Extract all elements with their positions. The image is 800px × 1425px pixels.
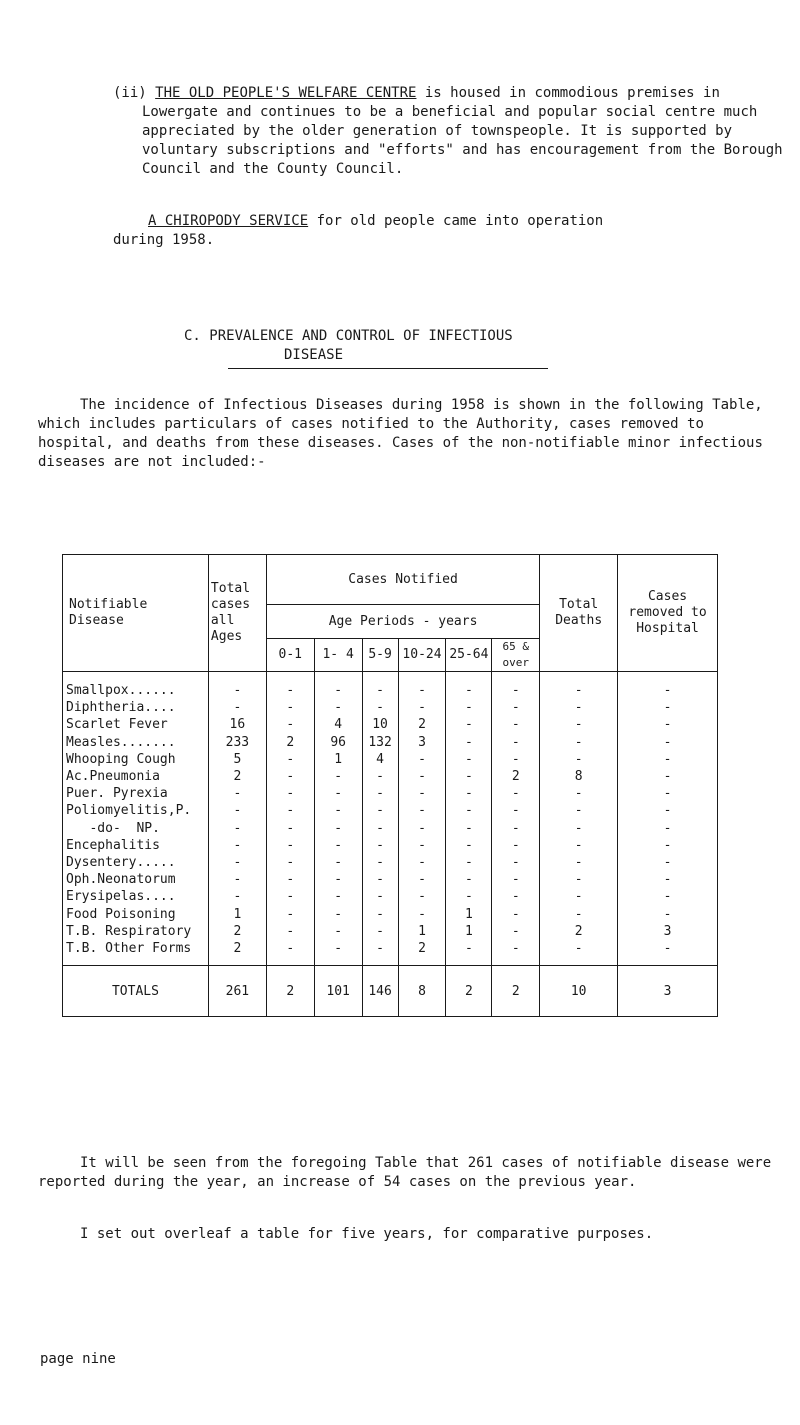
disease-name: Erysipelas....	[63, 888, 209, 905]
table-cell: 4	[362, 751, 398, 768]
table-cell: 3	[398, 734, 446, 751]
table-cell: -	[208, 837, 266, 854]
table-cell: -	[398, 871, 446, 888]
table-cell: -	[314, 785, 362, 802]
table-cell: -	[362, 768, 398, 785]
table-cell: -	[492, 734, 540, 751]
table-row	[63, 906, 718, 923]
table-cell: -	[446, 940, 492, 957]
disease-name: Puer. Pyrexia	[63, 785, 209, 802]
table-cell: 1	[398, 923, 446, 940]
table-row	[63, 871, 718, 888]
table-cell: -	[618, 871, 718, 888]
table-cell: -	[618, 802, 718, 819]
table-cell: -	[540, 888, 618, 905]
table-cell: -	[398, 837, 446, 854]
disease-name: T.B. Respiratory	[63, 923, 209, 940]
table-cell: -	[398, 785, 446, 802]
table-cell: -	[266, 751, 314, 768]
table-cell: -	[618, 768, 718, 785]
spacer-cell	[492, 672, 540, 683]
table-cell: -	[362, 940, 398, 957]
conclusion-paragraph: It will be seen from the foregoing Table that 261 cases of notifiable disease were reported during the year, an increase of 54 cases on the previous year.	[38, 1155, 772, 1190]
table-cell: -	[362, 785, 398, 802]
table-cell: -	[266, 940, 314, 957]
intro-paragraph: The incidence of Infectious Diseases during 1958 is shown in the following Table, which includes particulars of cases notified to the Authority, cases removed to hospital, and deaths from these diseases. Cases of the non-notifiable minor infectious diseases are not included:-	[38, 397, 763, 470]
disease-name: Smallpox......	[63, 682, 209, 699]
table-cell: -	[446, 820, 492, 837]
disease-name: Poliomyelitis,P.	[63, 802, 209, 819]
table-cell: -	[314, 940, 362, 957]
table-cell: -	[398, 906, 446, 923]
table-cell: 2	[398, 940, 446, 957]
welfare-centre-text: is housed in commodious premises in Lowergate and continues to be a beneficial and popular social centre much appreciated by the older generation of townspeople. It is supported by voluntary subscriptions and "efforts" and has encouragement from the Borough Council and the County Council.	[142, 85, 783, 177]
table-cell: -	[208, 785, 266, 802]
chiropody-text-continued: during 1958.	[113, 232, 215, 248]
table-cell: 2	[540, 923, 618, 940]
table-cell: -	[446, 716, 492, 733]
table-cell: -	[314, 768, 362, 785]
table-cell: -	[266, 923, 314, 940]
table-row	[63, 785, 718, 802]
table-cell: -	[540, 751, 618, 768]
table-cell: -	[398, 820, 446, 837]
table-cell: -	[446, 734, 492, 751]
overleaf-paragraph: I set out overleaf a table for five years, for comparative purposes.	[80, 1226, 654, 1242]
table-cell: 2	[492, 768, 540, 785]
heading-underline	[228, 368, 548, 369]
table-cell: -	[362, 871, 398, 888]
table-cell: -	[362, 888, 398, 905]
table-cell: -	[398, 751, 446, 768]
chiropody-text: for old people came into operation	[308, 213, 604, 229]
table-cell: -	[540, 716, 618, 733]
table-cell: -	[208, 871, 266, 888]
table-cell: -	[618, 888, 718, 905]
table-cell: -	[492, 888, 540, 905]
table-cell: -	[492, 802, 540, 819]
spacer-cell	[446, 672, 492, 683]
totals-cell: 146	[362, 966, 398, 1017]
table-cell: -	[314, 699, 362, 716]
table-cell: -	[362, 854, 398, 871]
spacer-cell	[266, 957, 314, 966]
table-cell: -	[492, 699, 540, 716]
table-cell: 132	[362, 734, 398, 751]
table-cell: -	[618, 716, 718, 733]
table-cell: -	[492, 716, 540, 733]
header-total-deaths: Total Deaths	[540, 555, 618, 672]
spacer-cell	[314, 957, 362, 966]
table-cell: -	[314, 871, 362, 888]
table-cell: -	[446, 854, 492, 871]
table-cell: -	[540, 906, 618, 923]
disease-name: -do- NP.	[63, 820, 209, 837]
table-cell: 233	[208, 734, 266, 751]
spacer-row	[63, 957, 718, 966]
table-cell: -	[618, 751, 718, 768]
table-cell: -	[362, 699, 398, 716]
table-cell: 2	[266, 734, 314, 751]
table-cell: 1	[208, 906, 266, 923]
table-cell: -	[266, 888, 314, 905]
table-cell: -	[362, 802, 398, 819]
totals-cell: 10	[540, 966, 618, 1017]
disease-name: Diphtheria....	[63, 699, 209, 716]
table-cell: -	[618, 682, 718, 699]
header-age-2: 5-9	[362, 639, 398, 672]
spacer-row	[63, 672, 718, 683]
table-cell: 3	[618, 923, 718, 940]
table-cell: -	[540, 854, 618, 871]
disease-name: Ac.Pneumonia	[63, 768, 209, 785]
table-row	[63, 820, 718, 837]
table-cell: -	[266, 716, 314, 733]
totals-cell: 2	[266, 966, 314, 1017]
table-cell: -	[492, 940, 540, 957]
table-cell: -	[540, 940, 618, 957]
table-cell: -	[492, 837, 540, 854]
spacer-cell	[540, 957, 618, 966]
table-cell: -	[492, 682, 540, 699]
spacer-cell	[398, 957, 446, 966]
table-cell: -	[314, 820, 362, 837]
table-cell: -	[492, 923, 540, 940]
table-cell: 96	[314, 734, 362, 751]
header-age-0: 0-1	[266, 639, 314, 672]
table-cell: -	[446, 837, 492, 854]
table-cell: -	[398, 699, 446, 716]
table-cell: -	[618, 734, 718, 751]
header-disease: Notifiable Disease	[63, 555, 209, 672]
table-cell: 2	[208, 923, 266, 940]
disease-name: Whooping Cough	[63, 751, 209, 768]
spacer-cell	[618, 957, 718, 966]
table-cell: -	[398, 854, 446, 871]
table-cell: -	[362, 682, 398, 699]
disease-name: Oph.Neonatorum	[63, 871, 209, 888]
table-row	[63, 768, 718, 785]
table-cell: -	[208, 699, 266, 716]
header-age-periods: Age Periods - years	[266, 605, 539, 639]
paragraph-marker: (ii)	[113, 85, 147, 101]
table-row	[63, 716, 718, 733]
table-cell: -	[266, 906, 314, 923]
totals-cell: 3	[618, 966, 718, 1017]
spacer-cell	[208, 957, 266, 966]
table-cell: -	[618, 699, 718, 716]
table-cell: -	[618, 854, 718, 871]
disease-name: Encephalitis	[63, 837, 209, 854]
disease-name: T.B. Other Forms	[63, 940, 209, 957]
section-heading	[184, 327, 744, 365]
spacer-cell	[398, 672, 446, 683]
table-cell: -	[208, 888, 266, 905]
table-cell: -	[618, 785, 718, 802]
table-cell: -	[540, 820, 618, 837]
table-row	[63, 837, 718, 854]
table-cell: -	[362, 923, 398, 940]
table-cell: 5	[208, 751, 266, 768]
table-cell: -	[618, 820, 718, 837]
table-cell: -	[540, 785, 618, 802]
table-cell: -	[492, 906, 540, 923]
table-cell: -	[208, 802, 266, 819]
paragraph-chiropody	[148, 212, 768, 231]
table-cell: -	[314, 682, 362, 699]
table-cell: -	[266, 871, 314, 888]
header-total-cases: Total cases all Ages	[208, 555, 266, 672]
table-cell: -	[540, 837, 618, 854]
table-row	[63, 751, 718, 768]
table-cell: 16	[208, 716, 266, 733]
table-cell: 4	[314, 716, 362, 733]
spacer-cell	[208, 672, 266, 683]
spacer-cell	[446, 957, 492, 966]
table-row	[63, 699, 718, 716]
table-cell: -	[208, 854, 266, 871]
table-cell: 2	[398, 716, 446, 733]
table-cell: -	[362, 837, 398, 854]
table-cell: -	[492, 820, 540, 837]
table-cell: -	[266, 802, 314, 819]
header-age-1: 1- 4	[314, 639, 362, 672]
totals-row	[63, 966, 718, 1017]
header-age-4: 25-64	[446, 639, 492, 672]
table-cell: -	[446, 768, 492, 785]
table-cell: -	[540, 802, 618, 819]
spacer-cell	[362, 957, 398, 966]
table-cell: -	[314, 888, 362, 905]
totals-cell: 101	[314, 966, 362, 1017]
table-cell: -	[618, 837, 718, 854]
disease-name: Measles.......	[63, 734, 209, 751]
table-cell: -	[398, 802, 446, 819]
totals-cell: 2	[492, 966, 540, 1017]
table-cell: -	[266, 699, 314, 716]
table-cell: -	[314, 906, 362, 923]
table-cell: -	[618, 906, 718, 923]
table-cell: -	[446, 682, 492, 699]
table-row	[63, 888, 718, 905]
paragraph-welfare-centre	[113, 84, 800, 179]
table-row	[63, 854, 718, 871]
table-cell: -	[446, 785, 492, 802]
disease-name: Dysentery.....	[63, 854, 209, 871]
spacer-cell	[492, 957, 540, 966]
table-cell: 1	[446, 906, 492, 923]
totals-cell: 8	[398, 966, 446, 1017]
spacer-cell	[63, 957, 209, 966]
table-cell: -	[446, 871, 492, 888]
table-cell: -	[266, 768, 314, 785]
table-cell: -	[398, 682, 446, 699]
infectious-disease-table	[62, 554, 718, 1017]
table-cell: -	[446, 802, 492, 819]
header-cases-notified: Cases Notified	[266, 555, 539, 605]
table-cell: -	[266, 785, 314, 802]
totals-label: TOTALS	[63, 966, 209, 1017]
disease-name: Food Poisoning	[63, 906, 209, 923]
spacer-cell	[314, 672, 362, 683]
welfare-centre-title: THE OLD PEOPLE'S WELFARE CENTRE	[155, 85, 417, 101]
table-cell: -	[492, 854, 540, 871]
spacer-cell	[266, 672, 314, 683]
table-body	[63, 672, 718, 966]
table-cell: -	[446, 699, 492, 716]
table-cell: 10	[362, 716, 398, 733]
table-cell: -	[446, 751, 492, 768]
header-age-3: 10-24	[398, 639, 446, 672]
table-cell: -	[314, 854, 362, 871]
table-cell: -	[398, 888, 446, 905]
table-cell: 1	[314, 751, 362, 768]
spacer-cell	[618, 672, 718, 683]
table-cell: 2	[208, 768, 266, 785]
spacer-cell	[540, 672, 618, 683]
table-cell: -	[540, 871, 618, 888]
table-cell: -	[492, 751, 540, 768]
table-cell: -	[362, 906, 398, 923]
table-cell: -	[314, 802, 362, 819]
table-cell: 1	[446, 923, 492, 940]
table-cell: -	[362, 820, 398, 837]
table-cell: -	[314, 837, 362, 854]
table-cell: -	[540, 682, 618, 699]
table-cell: -	[266, 854, 314, 871]
totals-cell: 261	[208, 966, 266, 1017]
spacer-cell	[362, 672, 398, 683]
table-cell: -	[208, 682, 266, 699]
page-footer: page nine	[40, 1351, 116, 1367]
table-cell: -	[540, 699, 618, 716]
table-cell: -	[618, 940, 718, 957]
table-row	[63, 682, 718, 699]
header-age-5: 65 & over	[492, 639, 540, 672]
table-row	[63, 940, 718, 957]
table-cell: 2	[208, 940, 266, 957]
table-cell: 8	[540, 768, 618, 785]
totals-cell: 2	[446, 966, 492, 1017]
table-row	[63, 734, 718, 751]
table-row	[63, 802, 718, 819]
table-cell: -	[266, 682, 314, 699]
table-cell: -	[492, 785, 540, 802]
table-cell: -	[492, 871, 540, 888]
table-cell: -	[540, 734, 618, 751]
spacer-cell	[63, 672, 209, 683]
header-cases-removed: Cases removed to Hospital	[618, 555, 718, 672]
chiropody-title: A CHIROPODY SERVICE	[148, 213, 309, 229]
table-row	[63, 923, 718, 940]
table-cell: -	[266, 837, 314, 854]
table-cell: -	[266, 820, 314, 837]
section-heading-line1: C. PREVALENCE AND CONTROL OF INFECTIOUS	[184, 328, 513, 344]
table-cell: -	[208, 820, 266, 837]
section-heading-line2: DISEASE	[284, 347, 344, 363]
table-cell: -	[446, 888, 492, 905]
table-cell: -	[398, 768, 446, 785]
disease-name: Scarlet Fever	[63, 716, 209, 733]
table-cell: -	[314, 923, 362, 940]
